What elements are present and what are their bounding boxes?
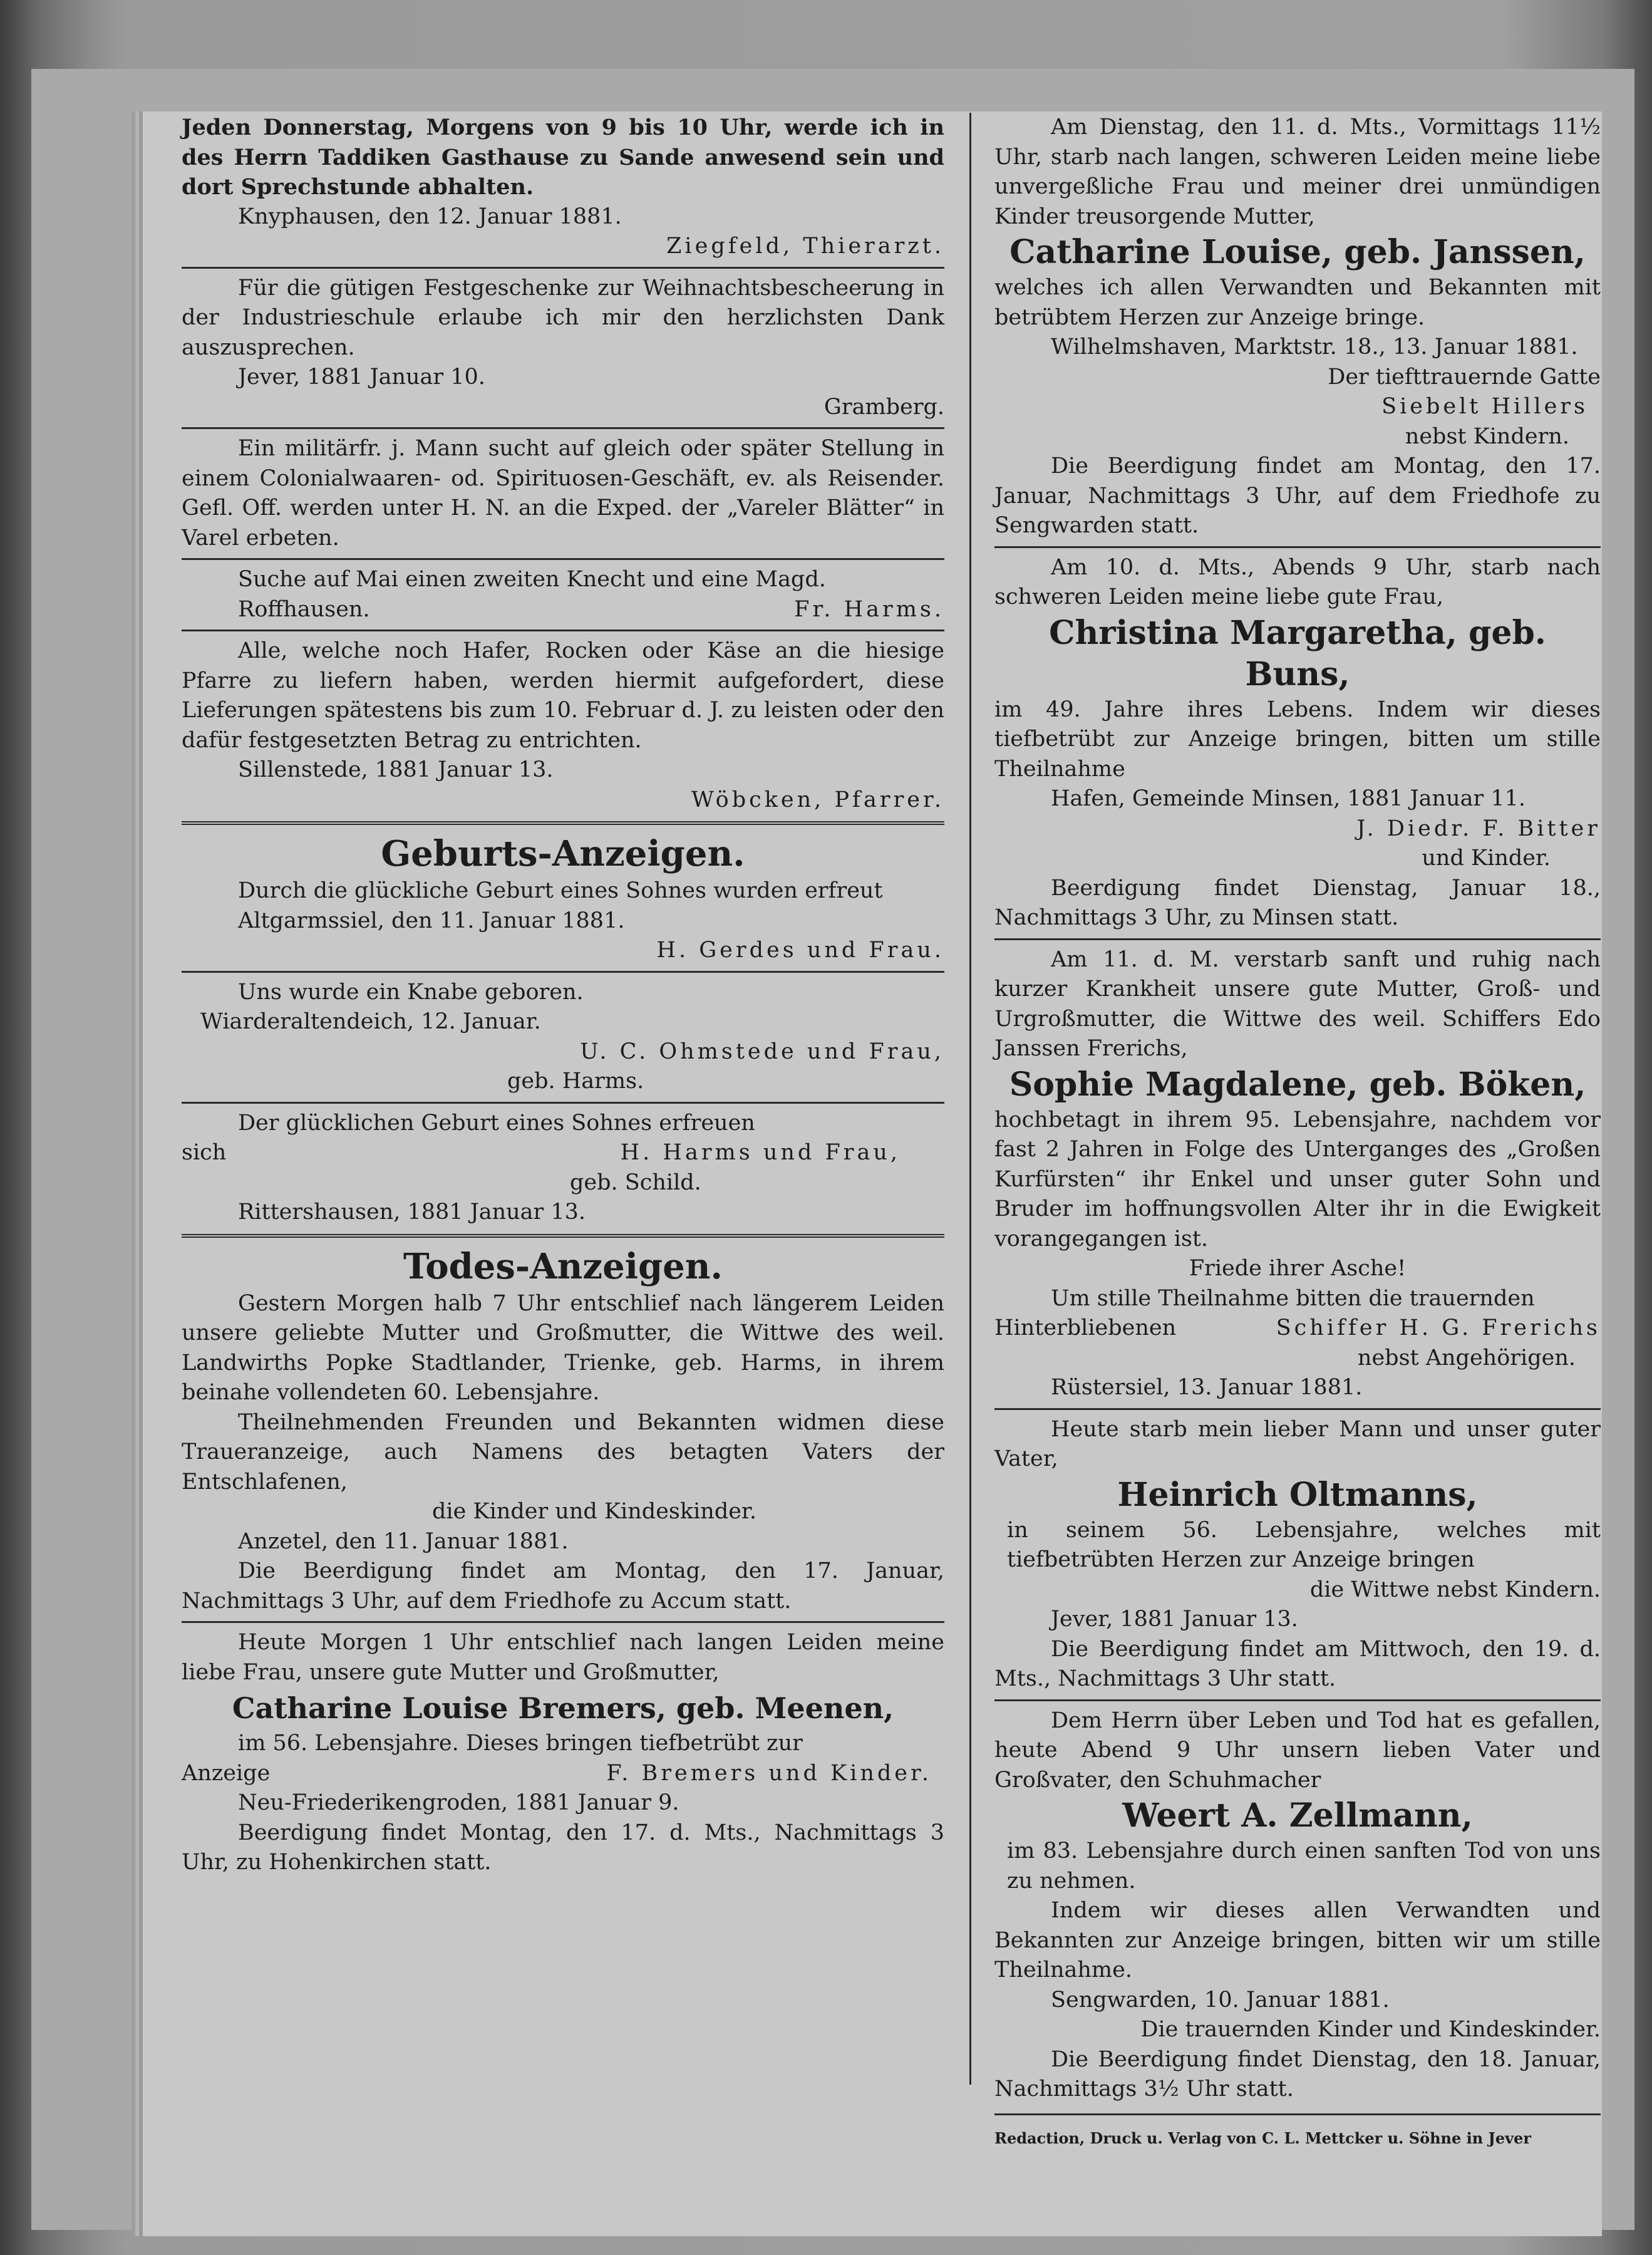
place-date: Wilhelmshaven, Marktstr. 18., 13. Januar 1881.	[1051, 334, 1578, 360]
notice-text: Suche auf Mai einen zweiten Knecht und eine Magd.	[238, 567, 826, 592]
deaths-heading: Todes-Anzeigen.	[403, 1245, 723, 1287]
peace-line: Friede ihrer Asche!	[1189, 1256, 1407, 1281]
notice-text: Am Dienstag, den 11. d. Mts., Vormittags 11½ Uhr, starb nach langen, schweren Leiden meine liebe unvergeßliche Frau und meiner drei unmündigen Kinder treusorgende Mutter,	[994, 115, 1601, 229]
place-date: Rittershausen, 1881 Januar 13.	[238, 1200, 586, 1225]
signature-line-1: J. Diedr. F. Bitter	[1356, 816, 1601, 841]
deceased-name: Heinrich Oltmanns,	[1117, 1475, 1478, 1514]
death-hillers	[994, 113, 1601, 541]
death-frerichs	[994, 945, 1601, 1403]
separator	[182, 558, 944, 560]
notice-text: Ein militärfr. j. Mann sucht auf gleich oder später Stellung in einem Colonialwaaren- od. Spirituosen-Geschäft, ev. als Reisender. Gefl. Off. werden unter H. N. an die Exped. der „Vareler Blätter“ in Varel erbeten.	[182, 436, 944, 551]
notice-text-2: im 83. Lebensjahre durch einen sanften Tod von uns zu nehmen.	[1007, 1838, 1601, 1894]
section-separator	[182, 1234, 944, 1238]
separator	[994, 938, 1601, 940]
notice-text: Am 10. d. Mts., Abends 9 Uhr, starb nach schweren Leiden meine liebe gute Frau,	[994, 554, 1601, 609]
notice-job-seeker	[182, 434, 944, 553]
separator	[994, 1699, 1601, 1701]
signature: die Wittwe nebst Kindern.	[1309, 1577, 1601, 1602]
notice-text-2: welches ich allen Verwandten und Bekannten mit betrübtem Herzen zur Anzeige bringe.	[994, 275, 1601, 330]
separator	[182, 630, 944, 631]
signature: die Kinder und Kindeskinder.	[432, 1499, 756, 1524]
separator	[994, 1408, 1601, 1410]
signature-line-2: Siebelt Hillers	[1381, 394, 1588, 419]
separator	[182, 1102, 944, 1104]
birth-harms	[182, 1109, 944, 1228]
place-signature-row	[182, 595, 944, 625]
column-divider	[969, 113, 971, 2085]
notice-text: Dem Herrn über Leben und Tod hat es gefallen, heute Abend 9 Uhr unsern lieben Vater und Großvater, den Schuhmacher	[994, 1708, 1601, 1793]
signature-maiden: geb. Harms.	[507, 1069, 644, 1094]
burial-notice: Die Beerdigung findet Dienstag, den 18. Januar, Nachmittags 3½ Uhr statt.	[994, 2046, 1601, 2102]
signature-line-2: und Kinder.	[1422, 846, 1551, 871]
deceased-name: Weert A. Zellmann,	[1122, 1796, 1473, 1835]
deceased-name: Christina Margaretha, geb. Buns,	[1049, 613, 1546, 693]
word-signature-row	[994, 1314, 1601, 1344]
notice-veterinarian	[182, 113, 944, 262]
notice-text-3: Indem wir dieses allen Verwandten und Bekannten zur Anzeige bringen, bitten wir um stille Theilnahme.	[994, 1898, 1601, 1983]
deceased-name: Catharine Louise Bremers, geb. Meenen,	[232, 1691, 894, 1725]
signature-line-1: Schiffer H. G. Frerichs	[1276, 1315, 1601, 1340]
notice-text: Der glücklichen Geburt eines Sohnes erfreuen	[238, 1110, 755, 1136]
notice-text: Heute starb mein lieber Mann und unser guter Vater,	[994, 1416, 1601, 1471]
signature: U. C. Ohmstede und Frau,	[580, 1039, 944, 1064]
place-date: Jever, 1881 Januar 10.	[238, 365, 485, 390]
burial-notice: Die Beerdigung findet am Montag, den 17. Januar, Nachmittags 3 Uhr, auf dem Friedhofe zu Accum statt.	[182, 1558, 944, 1614]
notice-word: sich	[182, 1140, 227, 1165]
birth-gerdes	[182, 876, 944, 966]
signature: F. Bremers und Kinder.	[606, 1760, 932, 1786]
notice-text-2: im 56. Lebensjahre. Dieses bringen tiefbetrübt zur	[238, 1731, 803, 1756]
notice-text: Uns wurde ein Knabe geboren.	[238, 979, 584, 1005]
notice-text: Durch die glückliche Geburt eines Sohnes wurden erfreut	[238, 878, 883, 903]
birth-ohmstede	[182, 978, 944, 1097]
place-date: Rüstersiel, 13. Januar 1881.	[1051, 1375, 1363, 1400]
notice-text: Für die gütigen Festgeschenke zur Weihnachtsbescheerung in der Industrieschule erlaube ich mir den herzlichsten Dank auszusprechen.	[182, 275, 944, 360]
deceased-name: Sophie Magdalene, geb. Böken,	[1009, 1065, 1586, 1104]
word-signature-row	[182, 1138, 944, 1168]
separator	[182, 971, 944, 973]
right-column	[994, 113, 1601, 2148]
signature: Ziegfeld, Thierarzt.	[666, 234, 944, 259]
notice-text-2: hochbetagt in ihrem 95. Lebensjahre, nachdem vor fast 2 Jahren in Folge des Unterganges des „Großen Kurfürsten“ ihr Enkel und unser guter Sohn und Bruder im hoffnungsvollen Alter ihr in die Ewigkeit vorangegangen ist.	[994, 1107, 1601, 1252]
place: Roffhausen.	[238, 596, 370, 622]
signature: Fr. Harms.	[794, 596, 944, 622]
births-heading: Geburts-Anzeigen.	[381, 833, 745, 874]
notice-text: Gestern Morgen halb 7 Uhr entschlief nach längerem Leiden unsere geliebte Mutter und Großmutter, die Wittwe des weil. Landwirths Popke Stadtlander, Trienke, geb. Harms, in ihrem beinahe vollendeten 60. Lebensjahre.	[182, 1290, 944, 1405]
signature: Die trauernden Kinder und Kindeskinder.	[1140, 2017, 1601, 2042]
place-date: Neu-Friederikengroden, 1881 Januar 9.	[238, 1790, 679, 1815]
burial-notice: Beerdigung findet Montag, den 17. d. Mts., Nachmittags 3 Uhr, zu Hohenkirchen statt.	[182, 1820, 944, 1875]
signature: H. Gerdes und Frau.	[656, 938, 944, 963]
separator	[182, 267, 944, 269]
section-separator	[182, 821, 944, 825]
place-date: Hafen, Gemeinde Minsen, 1881 Januar 11.	[1051, 786, 1526, 811]
notice-word: Anzeige	[182, 1760, 271, 1786]
signature: Wöbcken, Pfarrer.	[691, 787, 944, 812]
signature-line-1: Der tiefttrauernde Gatte	[1328, 364, 1601, 390]
notice-parish	[182, 636, 944, 815]
word-signature-row	[182, 1759, 944, 1789]
left-column	[182, 113, 944, 1878]
separator	[182, 1621, 944, 1623]
death-zellmann	[994, 1706, 1601, 2105]
notice-text: Jeden Donnerstag, Morgens von 9 bis 10 Uhr, werde ich in des Herrn Taddiken Gasthause zu Sande anwesend sein und dort Sprechstunde abhalten.	[182, 115, 944, 200]
separator	[182, 427, 944, 429]
burial-notice: Die Beerdigung findet am Montag, den 17. Januar, Nachmittags 3 Uhr, auf dem Friedhofe zu Sengwarden statt.	[994, 454, 1601, 538]
signature: Gramberg.	[823, 394, 944, 420]
deceased-name: Catharine Louise, geb. Janssen,	[1009, 233, 1586, 271]
death-bitter	[994, 553, 1601, 933]
death-oltmanns	[994, 1415, 1601, 1694]
place-date: Knyphausen, den 12. Januar 1881.	[238, 204, 622, 229]
notice-text: Alle, welche noch Hafer, Rocken oder Käse an die hiesige Pfarre zu liefern haben, werden hiermit aufgefordert, diese Lieferungen spätestens bis zum 10. Februar d. J. zu leisten oder den dafür festgesetzten Betrag zu entrichten.	[182, 638, 944, 753]
death-bremers	[182, 1628, 944, 1878]
notice-thanks	[182, 274, 944, 423]
notice-text: Am 11. d. M. verstarb sanft und ruhig nach kurzer Krankheit unsere gute Mutter, Groß- und Urgroßmutter, die Wittwe des weil. Schiffers Edo Janssen Frerichs,	[994, 946, 1601, 1061]
place-date: Sengwarden, 10. Januar 1881.	[1051, 1987, 1390, 2013]
notice-text: Heute Morgen 1 Uhr entschlief nach langen Leiden meine liebe Frau, unsere gute Mutter und Großmutter,	[182, 1630, 944, 1685]
notice-text-3: Um stille Theilnahme bitten die trauernden	[1051, 1285, 1535, 1311]
signature-line-3: nebst Kindern.	[1405, 423, 1569, 449]
signature: H. Harms und Frau,	[620, 1140, 901, 1165]
burial-notice: Die Beerdigung findet am Mittwoch, den 19. d. Mts., Nachmittags 3 Uhr statt.	[994, 1636, 1601, 1691]
place-date: Sillenstede, 1881 Januar 13.	[238, 757, 554, 782]
place-date: Wiarderaltendeich, 12. Januar.	[200, 1009, 541, 1034]
printer-imprint: Redaction, Druck u. Verlag von C. L. Mettcker u. Söhne in Jever	[994, 2113, 1601, 2148]
notice-text-2: Theilnehmenden Freunden und Bekannten widmen diese Traueranzeige, auch Namens des betagten Vaters der Entschlafenen,	[182, 1409, 944, 1495]
place-date: Altgarmssiel, den 11. Januar 1881.	[238, 908, 625, 933]
place-date: Jever, 1881 Januar 13.	[1051, 1607, 1298, 1632]
place-date: Anzetel, den 11. Januar 1881.	[238, 1528, 569, 1554]
burial-notice: Beerdigung findet Dienstag, Januar 18., Nachmittags 3 Uhr, zu Minsen statt.	[994, 875, 1601, 930]
signature-line-2: nebst Angehörigen.	[1357, 1345, 1576, 1371]
notice-text-2: im 49. Jahre ihres Lebens. Indem wir dieses tiefbetrübt zur Anzeige bringen, bitten um stille Theilnahme	[994, 697, 1601, 782]
signature-maiden: geb. Schild.	[570, 1169, 701, 1195]
notice-text-2: in seinem 56. Lebensjahre, welches mit tiefbetrübten Herzen zur Anzeige bringen	[1007, 1517, 1601, 1572]
notice-farmhand	[182, 565, 944, 625]
separator	[994, 546, 1601, 548]
notice-word: Hinterbliebenen	[994, 1315, 1177, 1340]
death-stadtlander	[182, 1289, 944, 1617]
